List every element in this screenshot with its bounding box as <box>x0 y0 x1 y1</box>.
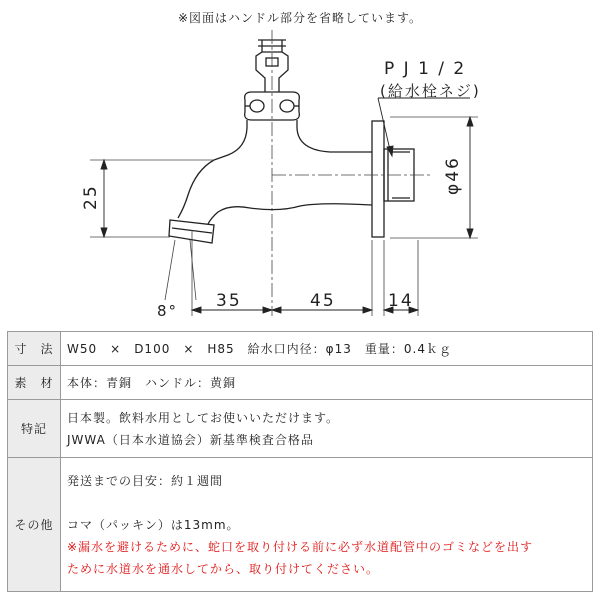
spec-label-material: 素 材 <box>8 366 61 400</box>
dim-14-label: 14 <box>388 291 414 311</box>
spec-label-size: 寸 法 <box>8 332 61 366</box>
spec-row-feature <box>8 400 593 458</box>
spec-row-material <box>8 366 593 400</box>
thread-sublabel: (給水栓ネジ) <box>380 82 481 100</box>
thread-label: P J 1 / 2 <box>384 59 467 79</box>
height-dim-label: 25 <box>81 184 101 210</box>
dim-35-label: 35 <box>216 291 242 311</box>
spec-row-other <box>8 458 593 592</box>
feature-line-2: JWWA（日本水道協会）新基準検査合格品 <box>67 432 314 447</box>
spec-value-feature <box>61 400 593 458</box>
warning-line-1: ※漏水を避けるために、蛇口を取り付ける前に必ず水道配管中のゴミなどを出す <box>67 539 534 554</box>
spec-label-other: その他 <box>8 458 61 592</box>
other-line-1: 発送までの目安：約１週間 <box>67 473 224 488</box>
warning-line-2: ために水道水を通水してから、取り付けてください。 <box>67 561 380 576</box>
spec-label-feature: 特記 <box>8 400 61 458</box>
spec-value-size: W50 × D100 × H85 給水口内径：φ13 重量：0.4ｋｇ <box>61 332 593 366</box>
dim-45-label: 45 <box>310 291 336 311</box>
diameter-label: φ46 <box>443 156 463 195</box>
feature-line-1: 日本製。飲料水用としてお使いいただけます。 <box>67 410 340 425</box>
drawing-note: ※図面はハンドル部分を省略しています。 <box>177 11 423 25</box>
angle-label: 8° <box>157 302 179 320</box>
spec-row-size <box>8 332 593 366</box>
other-line-2: コマ（パッキン）は13mm。 <box>67 517 240 532</box>
spec-value-material: 本体：青銅 ハンドル：黄銅 <box>61 366 593 400</box>
spec-value-other <box>61 458 593 592</box>
spec-table <box>7 331 593 592</box>
